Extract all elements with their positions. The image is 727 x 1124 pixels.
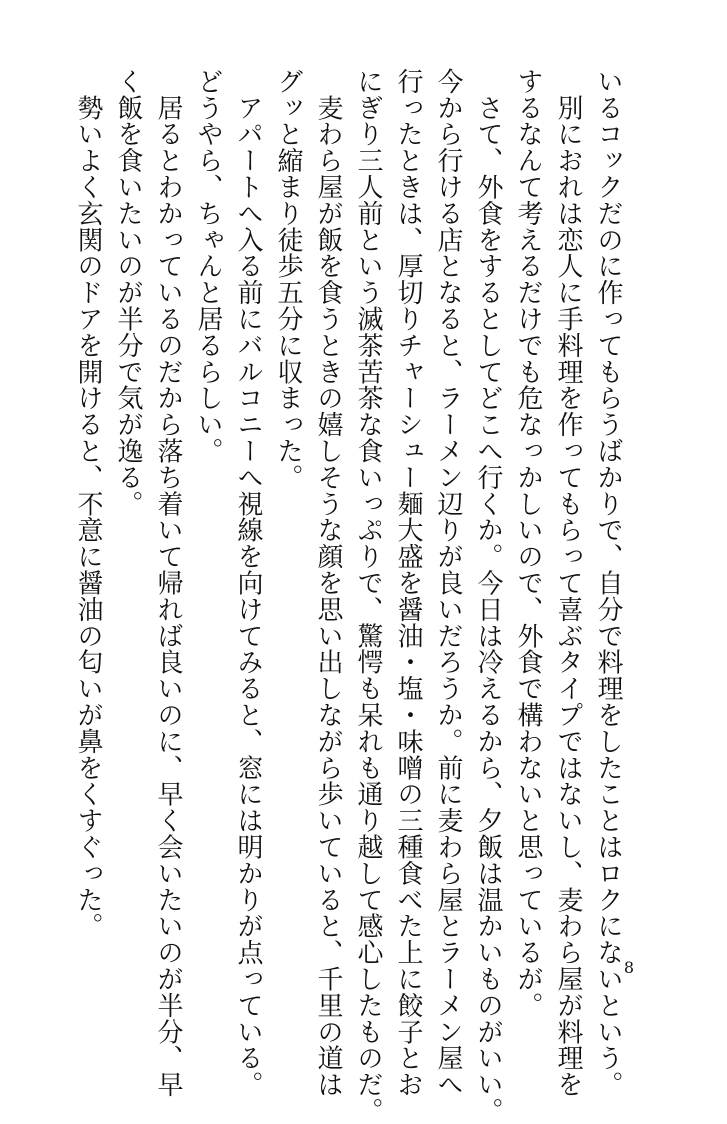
text-line-2: 別におれは恋人に手料理を作ってもらって喜ぶタイプではないし、麦わら屋が料理を xyxy=(553,68,583,1098)
text-line-7: にぎり三人前という滅茶苦茶な食いっぷりで、驚愕も呆れも通り越して感心したものだ。 xyxy=(353,68,383,1124)
text-line-11: どうやら、ちゃんと居るらしい。 xyxy=(193,68,223,464)
text-line-8: 麦わら屋が飯を食うときの嬉しそうな顔を思い出しながら歩いていると、千里の道は xyxy=(313,68,343,1098)
text-line-9: グッと縮まり徒歩五分に収まった。 xyxy=(273,68,303,491)
page-number: 8 xyxy=(623,958,635,977)
body-text xyxy=(73,68,628,1124)
text-line-6: 行ったときは、厚切りチャーシュー麺大盛を醤油・塩・味噌の三種食べた上に餃子とお xyxy=(393,68,423,1098)
text-line-10: アパートへ入る前にバルコニーへ視線を向けてみると、窓には明かりが点っている。 xyxy=(233,68,263,1098)
text-line-4: さて、外食をするとしてどこへ行くか。今日は冷えるから、夕飯は温かいものがいい。 xyxy=(473,68,503,1124)
text-line-14: 勢いよく玄関のドアを開けると、不意に醤油の匂いが鼻をくすぐった。 xyxy=(73,68,103,940)
text-line-3: するなんて考えるだけでも危なっかしいので、外食で構わないと思っているが。 xyxy=(513,68,543,1019)
text-line-13: く飯を食いたいのが半分で気が逸る。 xyxy=(113,68,143,517)
text-line-1: いるコックだのに作ってもらうばかりで、自分で料理をしたことはロクにないという。 xyxy=(593,68,623,1098)
text-line-12: 居るとわかっているのだから落ち着いて帰れば良いのに、早く会いたいのが半分、早 xyxy=(153,68,183,1098)
text-line-5: 今から行ける店となると、ラーメン辺りが良いだろうか。前に麦わら屋とラーメン屋へ xyxy=(433,68,463,1098)
